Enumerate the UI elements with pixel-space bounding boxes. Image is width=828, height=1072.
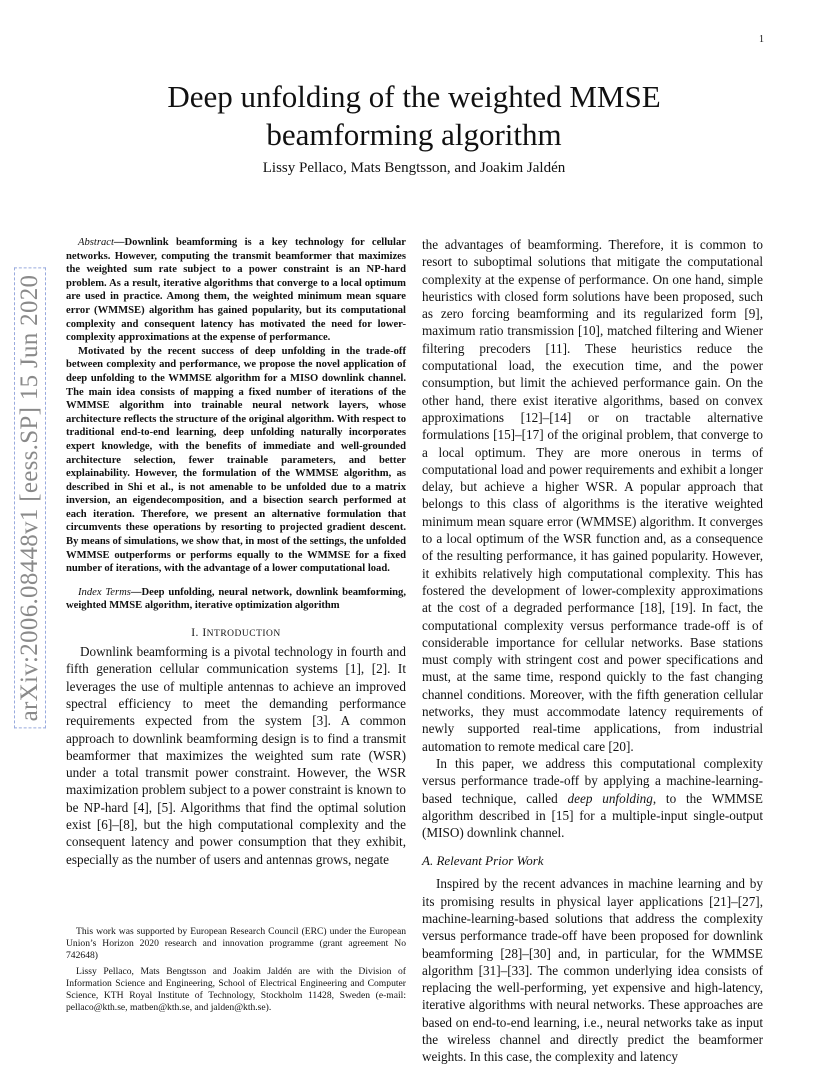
intro-paragraph-1-continued: the advantages of beamforming. Therefore, it is common to resort to suboptimal solutions that mitigate the computational complexity at the expense of performance. On one hand, simple heuristics with closed form solutions have been proposed, such as zero forcing beamforming and its regularized form [9], maximum ratio transmission [10], matched filtering and Wiener filtering precoders [11]. These heuristics reduce the computational load, the execution time, and the power consumption, but limit the achieved performance gain. On the other hand, there exist iterative algorithms, based on convex approximations [12]–[14] or on tractable alternative formulations [15]–[17] of the original problem, that converge to a local optimum. They are more onerous in terms of computational load and power requirements and exhibit a longer delay, but achieve a higher WSR. A popular approach that belongs to this class of algorithms is the iterative weighted minimum mean square error (WMMSE) algorithm. It converges to a local optimum of the WSR function and, as a consequence of the resulting performance, it has gained popularity. However, it exhibits relatively high computational complexity. This has fostered the development of lower-complexity approximations at the cost of a degraded performance [18], [19]. In fact, the computational complexity versus performance trade-off is of considerable importance for cellular networks. Base stations must comply with stringent cost and power specifications and must, at the same time, respond quickly to the fast changing channel conditions. Moreover, with the fifth generation cellular networks, they must accommodate latency requirements of newly supported real-time applications, from industrial automation to remote medical care [20]. [422, 237, 763, 754]
index-terms-text: —Deep unfolding, neural network, downlink beamforming, weighted MMSE algorithm, iterative optimization algorithm [66, 586, 406, 612]
author-list: Lissy Pellaco, Mats Bengtsson, and Joakim Jaldén [262, 160, 566, 176]
left-column [66, 236, 406, 868]
intro-p2-emphasis: deep unfolding [567, 790, 653, 806]
intro-p2-b: , to the WMMSE algorithm described in [15] for a multiple-input single-output (MISO) downlink channel. [422, 790, 763, 841]
section-heading-introduction [66, 627, 406, 639]
title-line-1: Deep unfolding of the weighted MMSE [167, 79, 661, 114]
footnote-funding: This work was supported by European Research Council (ERC) under the European Union’s Horizon 2020 research and innovation programme (grant agreement No 742648) [66, 926, 406, 961]
title-line-2: beamforming algorithm [266, 117, 562, 152]
arxiv-identifier[interactable] [12, 248, 48, 748]
index-terms-lead: Index Terms [78, 586, 131, 598]
page-number: 1 [759, 34, 764, 45]
abstract-lead: Abstract [78, 237, 114, 248]
arxiv-identifier-text: arXiv:2006.08448v1 [eess.SP] 15 Jun 2020 [14, 268, 46, 729]
intro-paragraph-2 [422, 755, 763, 841]
footnote-affiliation: Lissy Pellaco, Mats Bengtsson and Joakim Jaldén are with the Division of Information Science and Engineering, School of Electrical Engineering and Computer Science, KTH Royal Institute of Technology, Stockholm 11428, Sweden (e-mail: pellaco@kth.se, matben@kth.se, and jalden@kth.se). [66, 966, 406, 1013]
footnotes [66, 926, 406, 1018]
prior-work-paragraph-1: Inspired by the recent advances in machine learning and by its promising results in physical layer applications [21]–[27], machine-learning-based solutions that address the complexity versus performance trade-off have been proposed for downlink beamforming [28]–[30] and, in particular, for the WMMSE algorithm [31]–[33]. The common underlying idea consists of replacing the well-performing, yet expensive and high-latency, iterative algorithms with neural networks. These approaches are based on end-to-end learning, i.e., neural networks take as input the wireless channel and directly predict the beamformer weights. In this case, the complexity and latency [422, 876, 763, 1065]
intro-p2-a: In this paper, we address this computational complexity versus performance trade-off by applying a machine-learning-based technique, called [422, 755, 763, 806]
abstract-paragraph-2: Motivated by the recent success of deep unfolding in the trade-off between complexity and performance, we propose the novel application of deep unfolding to the WMMSE algorithm for a MISO downlink channel. The main idea consists of mapping a fixed number of iterations of the WMMSE algorithm into trainable neural network layers, whose architecture reflects the structure of the original algorithm. With respect to traditional end-to-end learning, deep unfolding naturally incorporates expert knowledge, with the benefits of immediate and well-grounded architecture selection, fewer trainable parameters, and better explainability. However, the formulation of the WMMSE algorithm, as described in Shi et al., is not amenable to be unfolded due to a matrix inversion, an eigendecomposition, and a bisection search performed at each iteration. Therefore, we present an alternative formulation that circumvents these operations by resorting to projected gradient descent. By means of simulations, we show that, in most of the settings, the unfolded WMMSE outperforms or performs equally to the WMMSE for a fixed number of iterations, with the advantage of a lower computational load. [66, 345, 406, 575]
abstract-text-1: —Downlink beamforming is a key technology for cellular networks. However, computing the transmit beamformer that maximizes the weighted sum rate subject to a power constraint is an NP-hard problem. As a result, iterative algorithms that converge to a local optimum are used in practice. Among them, the weighted minimum mean square error (WMMSE) algorithm has gained popularity, but its computational complexity and consequent latency has motivated the need for lower-complexity approximations at the expense of performance. [66, 237, 406, 344]
abstract-paragraph-1 [66, 236, 406, 345]
subsection-heading-prior-work: A. Relevant Prior Work [422, 853, 544, 869]
section-initial: I [202, 627, 207, 640]
section-title-rest: NTRODUCTION [206, 629, 281, 640]
index-terms [66, 586, 406, 613]
right-column [422, 236, 763, 1066]
section-number: I. [191, 627, 203, 640]
paper-title [0, 78, 828, 154]
intro-paragraph-1: Downlink beamforming is a pivotal technology in fourth and fifth generation cellular communication systems [1], [2]. It leverages the use of multiple antennas to achieve an improved spectral efficiency to meet the demanding performance requirements expected from the system [3]. A common approach to downlink beamforming design is to find a transmit beamformer that maximizes the weighted sum rate (WSR) under a total transmit power constraint. However, the WSR maximization problem subject to a power constraint is known to be NP-hard [4], [5]. Algorithms that find the optimal solution exist [6]–[8], but the high computational complexity and the consequent latency and power consumption that they exhibit, especially as the number of users and antennas grows, negate [66, 644, 406, 867]
